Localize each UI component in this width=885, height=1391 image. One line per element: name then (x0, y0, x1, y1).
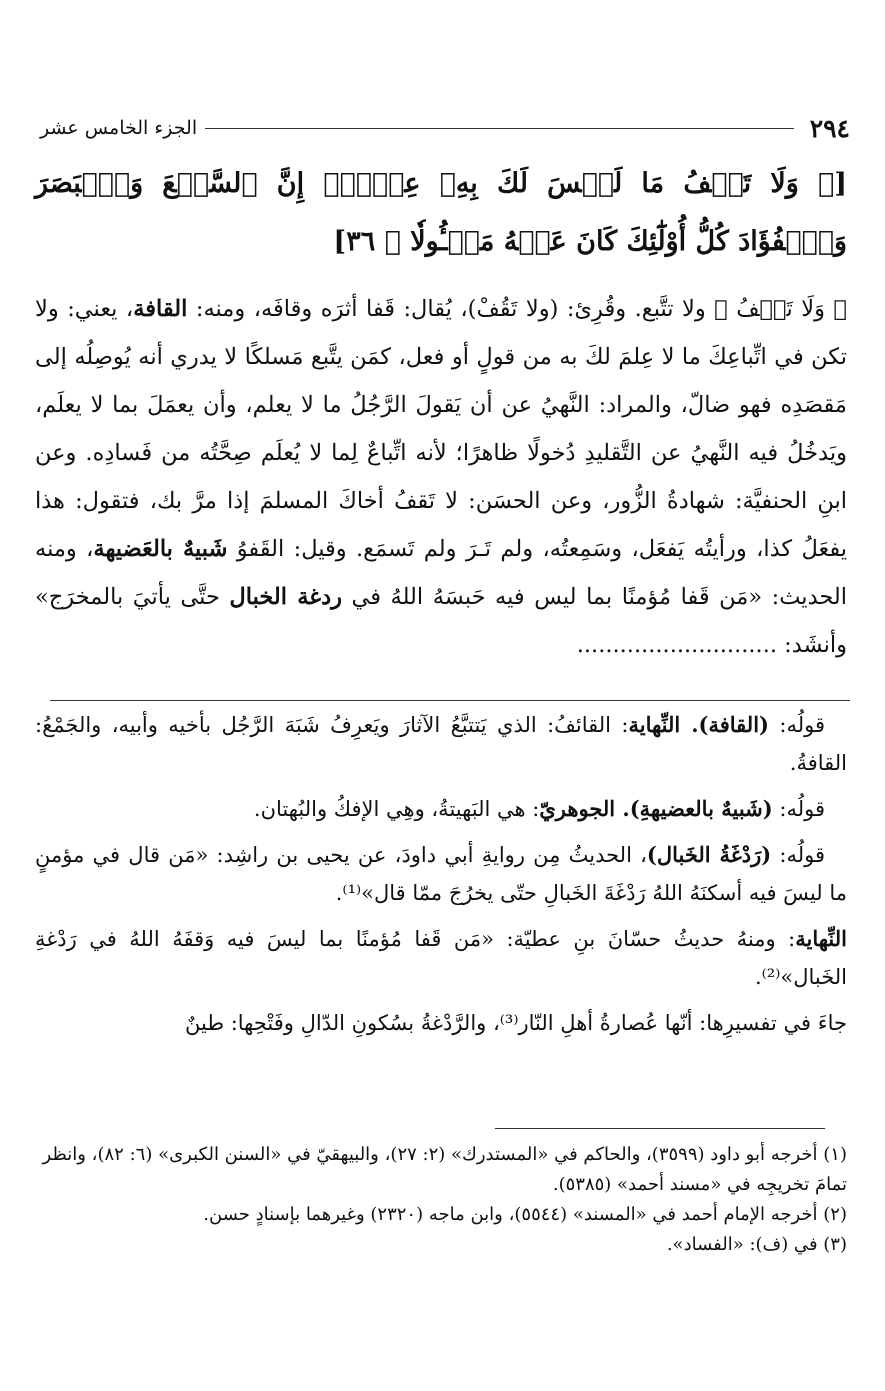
page-header (40, 112, 850, 144)
commentary-note (35, 920, 847, 996)
note-text: جاءَ في تفسيرِها: أنّها عُصارةُ أهلِ النّار⁽³⁾، والرَّدْغةُ بسُكونِ الدّالِ وفَتْحِها: طينٌ (185, 1011, 847, 1035)
main-text-keyword: شَبيهٌ بالعَضيهة (93, 536, 228, 562)
main-text (35, 285, 847, 669)
note-text: : القائفُ: الذي يَتتبَّعُ الآثارَ ويَعرِفُ شَبَهَ الرَّجُل بأخيه وأبيه، والجَمْعُ: القافةُ. (35, 713, 847, 775)
commentary-note (35, 706, 847, 782)
note-lead: قولُه: (771, 843, 825, 867)
footnote-3: (٣) في (ف): «الفساد». (666, 1234, 847, 1255)
main-text-keyword: ردغة الخبال (229, 584, 342, 610)
page-number: ٢٩٤ (809, 113, 850, 143)
note-text: ، الحديثُ مِن روايةِ أبي داودَ، عن يحيى بن راشِد: «مَن قال في مؤمنٍ ما ليسَ فيه أسكنَهُ اللهُ رَدْغَةَ الخَبالِ حتّى يخرُجَ ممّا قال»⁽¹⁾. (35, 843, 847, 905)
note-keyword: (رَدْغَةُ الخَبال) (646, 842, 772, 867)
commentary-note (35, 790, 847, 828)
commentary (35, 706, 847, 1050)
footnote-2: (٢) أخرجه الإمام أحمد في «المسند» (٥٥٤٤)، وابن ماجه (٢٣٢٠) وغيرهما بإسنادٍ حسن. (203, 1204, 847, 1225)
note-keyword: (شَبيهٌ بالعضيهةِ). الجوهريّ (539, 796, 773, 821)
main-text-segment: ، يعني: ولا تكن في اتِّباعِكَ ما لا عِلمَ لكَ به من قولٍ أو فعل، كمَن يتَّبع مَسلكًا لا يدري أنه يُوصِلُه إلى مَقصَدِه فهو ضالّ، والمراد: النَّهيُ عن أن يَقولَ الرَّجُلُ ما لا يعلم، وأن يعمَلَ بما لا يعلَم، ويَدخُلُ فيه النَّهيُ عن التَّقليدِ دُخولًا ظاهرًا؛ لأنه اتِّباعٌ لِما لا يُعلَم صِحَّتُه من فَسادِه. وعن ابنِ الحنفيَّة: شهادةُ الزُّور، وعن الحسَن: لا تَقفُ أخاكَ المسلمَ إذا مرَّ بك، فتقول: هذا يفعَلُ كذا، ورأيتُه يَفعَل، وسَمِعتُه، ولم تَـرَ ولم تَسمَع. وقيل: القَفوُ (35, 296, 847, 562)
header-rule (205, 128, 794, 129)
footnote-1: (١) أخرجه أبو داود (٣٥٩٩)، والحاكم في «المستدرك» (٢: ٢٧)، والبيهقيّ في «السنن الكبرى» (٦: ٨٢)، وانظر تمامَ تخريجِه في «مسند أحمد» (٥٣٨٥). (42, 1144, 847, 1195)
commentary-note (35, 836, 847, 912)
main-text-segment: ﴿ وَلَا تَقۡفُ ﴾ ولا تتَّبع. وقُرِئ: (ولا تَقُفْ)، يُقال: قَفا أثرَه وقافَه، ومنه: (187, 296, 847, 322)
quran-verse: [﴿ وَلَا تَقۡفُ مَا لَيۡسَ لَكَ بِهِۦ عِلۡمٌۚ إِنَّ ٱلسَّمۡعَ وَٱلۡبَصَرَ وَٱلۡفُؤَادَ كُلُّ أُوْلَٰٓئِكَ كَانَ عَنۡهُ مَسۡـُٔولٗا ﴾ ٣٦] (35, 168, 847, 257)
note-keyword: (القافة). النِّهاية (628, 712, 769, 737)
main-text-segment: حتَّى يأتيَ بالمخرَج» وأنشَد: ............................ (35, 584, 847, 658)
running-head: الجزء الخامس عشر (40, 117, 198, 139)
main-text-keyword: القافة (133, 296, 188, 322)
commentary-note (35, 1004, 847, 1042)
note-text: : هي البَهيتةُ، وهِي الإفكُ والبُهتان. (253, 797, 540, 821)
main-text-segment: ، ومنه الحديث: «مَن قَفا مُؤمنًا بما ليس فيه حَبسَهُ اللهُ في (35, 536, 848, 610)
note-text: : ومنهُ حديثُ حسّانَ بنِ عطيّة: «مَن قَفا مُؤمنًا بما ليسَ فيه وَقفَهُ اللهُ في رَدْغةِ الخَبال»⁽²⁾. (35, 927, 847, 989)
note-lead: قولُه: (772, 797, 825, 821)
commentary-divider (50, 700, 850, 701)
footnotes (35, 1140, 847, 1260)
note-keyword: النِّهاية (795, 926, 847, 951)
footnotes-divider (495, 1128, 825, 1129)
note-lead: قولُه: (768, 713, 825, 737)
